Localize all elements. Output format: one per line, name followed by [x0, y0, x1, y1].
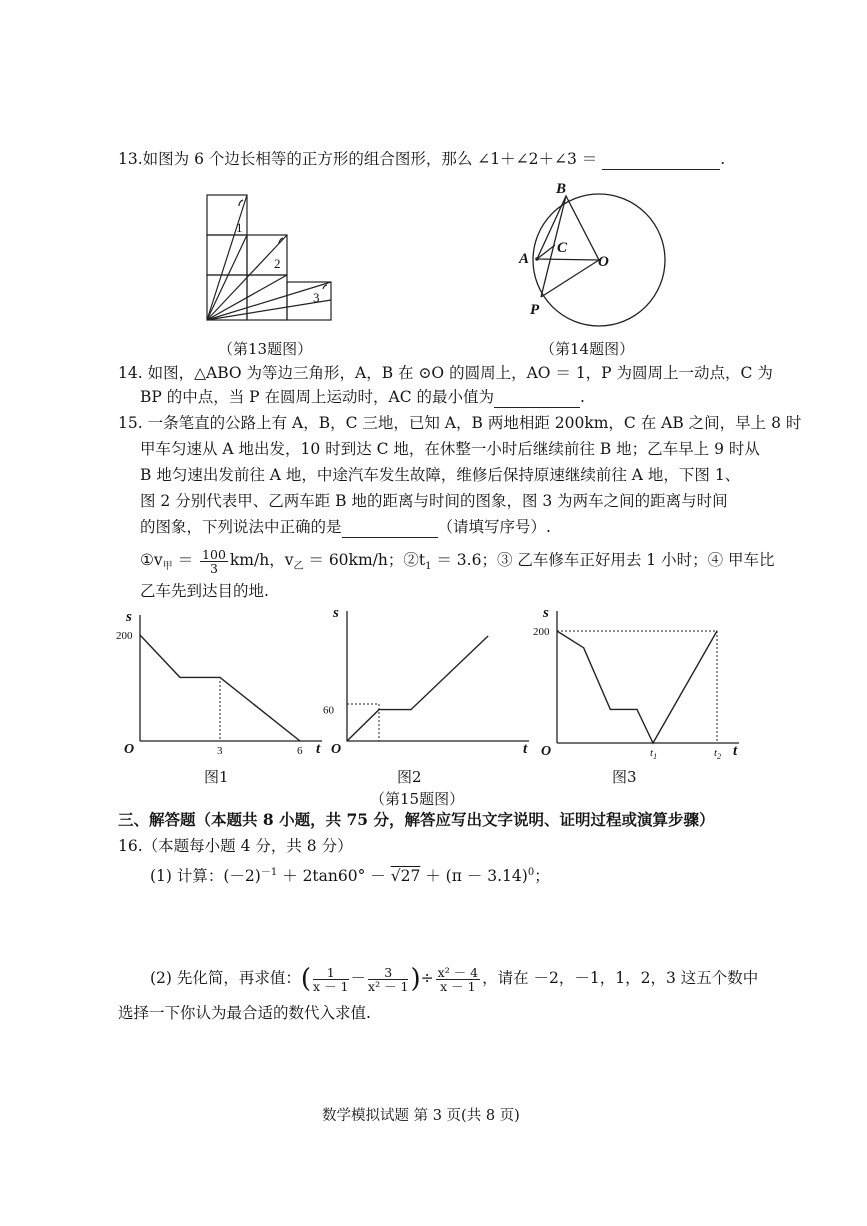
q15-chart-1: [110, 609, 321, 760]
y-axis-label: s: [333, 605, 339, 621]
q16-part1: (1) 计算：$(-2)^{-1} + 2\tan 60^\circ - √27 + (\pi - 3.14)^0$；: [150, 867, 550, 886]
q15-line3: B 地匀速出发前往 A 地，中途汽车发生故障，维修后保持原速继续前往 A 地，下图 1、: [140, 466, 741, 484]
q14-answer-blank: [494, 407, 580, 408]
data-point: [139, 634, 140, 635]
x-axis-label: t: [733, 743, 738, 759]
data-point: [179, 677, 180, 678]
data-point: [583, 647, 584, 648]
q14-line1: 14. 如图，△ABO 为等边三角形，A，B 在 ⊙O 的圆周上，AO ＝ 1，P 为圆周上一动点，C 为: [118, 364, 773, 382]
q13-figure: [195, 190, 345, 330]
data-point: [487, 636, 488, 637]
y-tick-label: 60: [323, 704, 334, 717]
q14-label-o: O: [598, 254, 609, 270]
q16-part2: (2) 先化简，再求值：( $\frac{1}{x - 1}$ － $\frac{3}{\text{x² － 1}}$ )÷ $\frac{\text{x² － 4}}{x - 1}$ ，请在 －2，－1，1，2，3 这五个数中: [150, 964, 759, 994]
q15-answer-blank: [342, 537, 438, 538]
x-tick-label: $t_2$: [714, 747, 722, 761]
q14-label-a: A: [519, 251, 530, 267]
q14-line2: BP 的中点，当 P 在圆周上运动时，AC 的最小值为 .: [140, 388, 585, 406]
q13-text: 13.如图为 6 个边长相等的正方形的组合图形，那么 ∠1＋∠2＋∠3 ＝ .: [118, 150, 726, 168]
q15-line1: 15. 一条笔直的公路上有 A，B，C 三地，已知 A，B 两地相距 200km，C 在 AB 之间，早上 8 时: [118, 414, 802, 432]
x-axis-label: t: [316, 741, 321, 757]
x-tick-label: $t_1$: [650, 747, 658, 761]
q16-part2-line2: 选择一下你认为最合适的数代入求值.: [118, 1004, 371, 1022]
q14-label-c: C: [557, 240, 568, 256]
series-line: [557, 631, 717, 743]
section3-title: 三、解答题（本题共 8 小题，共 75 分，解答应写出文字说明、证明过程或演算步骤）: [118, 810, 715, 829]
q14-label-p: P: [530, 302, 540, 318]
origin-label: O: [541, 744, 552, 759]
data-point: [410, 709, 411, 710]
q13-angle-label-2: 2: [274, 256, 281, 271]
q15-line4: 图 2 分别代表甲、乙两车距 B 地的距离与时间的图象，图 3 为两车之间的距离与时间: [140, 492, 728, 510]
q14-figure-caption: （第14题图）: [540, 340, 635, 358]
q16-header: 16.（本题每小题 4 分，共 8 分）: [118, 837, 353, 855]
x-axis-label: t: [523, 741, 528, 757]
x-tick-label: 3: [217, 745, 223, 757]
chart1-caption: 图1: [204, 768, 229, 786]
q15-figure-caption: （第15题图）: [370, 790, 465, 808]
q13-angle-label-1: 1: [236, 220, 243, 235]
data-point: [219, 677, 220, 678]
origin-label: O: [124, 742, 135, 757]
q14-figure: [515, 180, 675, 340]
q15-chart-2: [323, 605, 528, 760]
chart2-caption: 图2: [397, 768, 422, 786]
y-axis-label: s: [126, 609, 132, 625]
q15-chart-3: [535, 605, 745, 765]
q13-answer-blank: [602, 169, 720, 170]
data-point: [636, 709, 637, 710]
q15-line2: 甲车匀速从 A 地出发，10 时到达 C 地，在休整一小时后继续前往 B 地；乙车早上 9 时从: [140, 440, 760, 458]
page-footer: 数学模拟试题 第 3 页(共 8 页): [322, 1108, 520, 1124]
data-point: [299, 740, 300, 741]
q13-figure-caption: （第13题图）: [218, 340, 313, 358]
y-tick-label: 200: [116, 630, 133, 642]
origin-label: O: [331, 742, 342, 757]
q14-label-b: B: [556, 181, 567, 197]
y-axis-label: s: [543, 605, 549, 621]
q15-options: $①v_甲$ ＝ $\frac{100}{3}$ km/h，$v_乙 = 60km/h$；$②t_1 = 3.6$；③ 乙车修车正好用去 1 小时；④ 甲车比: [140, 546, 775, 576]
data-point: [652, 742, 653, 743]
y-tick-label: 200: [533, 626, 550, 638]
q13-angle-label-3: 3: [313, 290, 320, 305]
x-tick-label: 6: [297, 745, 303, 757]
series-line: [347, 636, 488, 741]
chart3-caption: 图3: [612, 768, 637, 786]
data-point: [610, 709, 611, 710]
q15-line5: 的图象，下列说法中正确的是 （请填写序号）.: [140, 518, 551, 536]
data-point: [346, 740, 347, 741]
q15-line7: 乙车先到达目的地.: [140, 582, 269, 600]
